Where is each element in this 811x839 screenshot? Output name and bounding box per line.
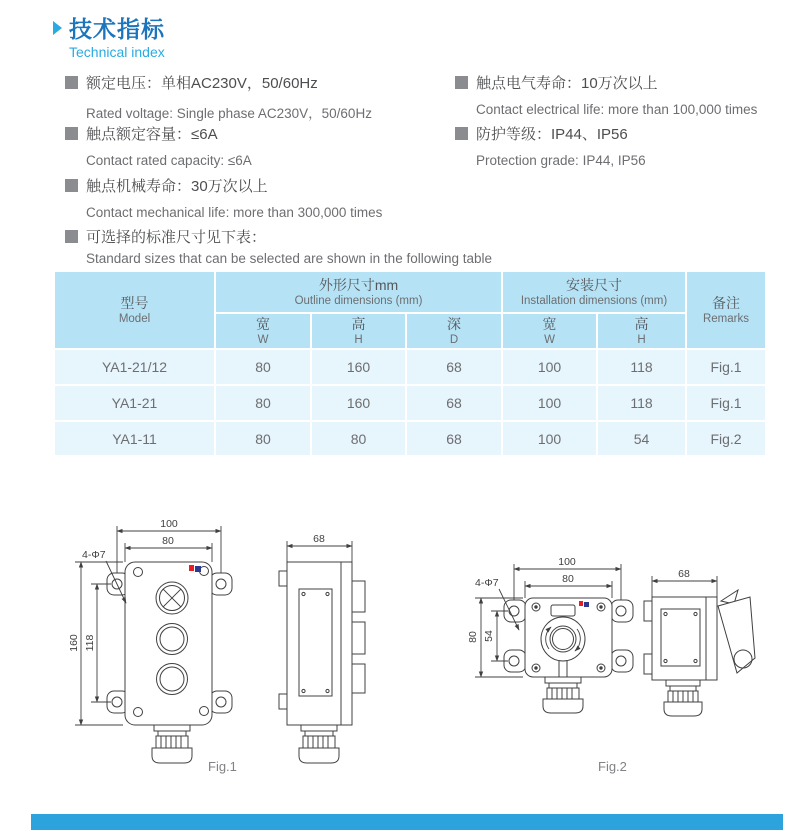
dim-label: 100 bbox=[558, 556, 576, 568]
cell-model: YA1-21 bbox=[55, 386, 214, 420]
cell-w: 80 bbox=[216, 422, 310, 455]
spec-en-text: Protection grade: IP44, IP56 bbox=[476, 153, 646, 168]
dim-label: 68 bbox=[678, 568, 690, 580]
cell-remark: Fig.1 bbox=[687, 350, 765, 384]
spec-cn-text: 触点电气寿命：10万次以上 bbox=[476, 75, 658, 92]
spec-en-text: Contact electrical life: more than 100,000 times bbox=[476, 102, 758, 117]
cell-d: 68 bbox=[407, 386, 501, 420]
dim-label-holes: 4-Φ7 bbox=[475, 577, 499, 589]
cell-iw: 100 bbox=[503, 386, 596, 420]
fig1-side-cable-gland bbox=[299, 725, 339, 763]
note-en-text: Standard sizes that can be selected are shown in the following table bbox=[86, 251, 493, 266]
dim-label-holes: 4-Φ7 bbox=[82, 549, 106, 561]
fig2-caption: Fig.2 bbox=[598, 759, 627, 774]
footer-accent-bar bbox=[31, 814, 783, 830]
dim-label: 80 bbox=[162, 535, 174, 547]
spec-en-text: Contact mechanical life: more than 300,000 times bbox=[86, 205, 383, 220]
col-group-installation-dimensions: 安装尺寸 Installation dimensions (mm) bbox=[503, 272, 685, 312]
spec-rated-voltage bbox=[65, 72, 372, 122]
col-header-install-width: 宽 W bbox=[503, 314, 596, 348]
section-arrow-icon bbox=[53, 21, 62, 35]
col-header-width: 宽 W bbox=[216, 314, 310, 348]
cell-remark: Fig.1 bbox=[687, 386, 765, 420]
spec-contact-capacity bbox=[65, 123, 252, 168]
fig1-caption: Fig.1 bbox=[208, 759, 237, 774]
cell-w: 80 bbox=[216, 386, 310, 420]
cell-ih: 118 bbox=[598, 386, 685, 420]
spec-cn-text: 额定电压：单相AC230V，50/60Hz bbox=[86, 75, 318, 92]
cell-remark: Fig.2 bbox=[687, 422, 765, 455]
fig1-drawing bbox=[60, 505, 400, 780]
cell-iw: 100 bbox=[503, 422, 596, 455]
square-bullet-icon bbox=[455, 76, 468, 89]
col-header-height: 高 H bbox=[312, 314, 405, 348]
cell-w: 80 bbox=[216, 350, 310, 384]
square-bullet-icon bbox=[65, 127, 78, 140]
square-bullet-icon bbox=[65, 230, 78, 243]
dim-label: 80 bbox=[562, 573, 574, 585]
dim-label: 118 bbox=[84, 634, 96, 652]
dim-label: 54 bbox=[483, 630, 495, 642]
col-header-install-height: 高 H bbox=[598, 314, 685, 348]
sizes-table bbox=[55, 272, 765, 455]
fig2-cable-gland bbox=[543, 677, 583, 713]
col-header-model: 型号 Model bbox=[55, 272, 214, 348]
dim-label: 160 bbox=[68, 634, 80, 652]
spec-table-note bbox=[65, 226, 492, 266]
dim-label: 80 bbox=[467, 631, 479, 643]
square-bullet-icon bbox=[455, 127, 468, 140]
brand-logo-icon bbox=[189, 565, 201, 572]
spec-electrical-life bbox=[455, 72, 757, 117]
fig2-side-view bbox=[644, 568, 755, 716]
cell-model: YA1-21/12 bbox=[55, 350, 214, 384]
cell-h: 80 bbox=[312, 422, 405, 455]
spec-protection-grade bbox=[455, 123, 646, 168]
fig1-side-view bbox=[279, 533, 365, 763]
cell-h: 160 bbox=[312, 386, 405, 420]
spec-cn-text: 防护等级：IP44、IP56 bbox=[476, 126, 628, 143]
cell-d: 68 bbox=[407, 350, 501, 384]
square-bullet-icon bbox=[65, 179, 78, 192]
spec-cn-text: 触点机械寿命：30万次以上 bbox=[86, 178, 268, 195]
square-bullet-icon bbox=[65, 76, 78, 89]
note-cn-text: 可选择的标准尺寸见下表： bbox=[86, 229, 267, 246]
spec-mechanical-life bbox=[65, 175, 382, 220]
col-header-remarks: 备注 Remarks bbox=[687, 272, 765, 348]
cell-ih: 118 bbox=[598, 350, 685, 384]
col-header-depth: 深 D bbox=[407, 314, 501, 348]
cell-iw: 100 bbox=[503, 350, 596, 384]
cell-h: 160 bbox=[312, 350, 405, 384]
dim-label: 68 bbox=[313, 533, 325, 545]
col-group-outline-dimensions: 外形尺寸mm Outline dimensions (mm) bbox=[216, 272, 501, 312]
page-title: 技术指标 bbox=[69, 16, 165, 42]
page-subtitle: Technical index bbox=[69, 44, 165, 60]
cell-d: 68 bbox=[407, 422, 501, 455]
dim-label: 100 bbox=[160, 518, 178, 530]
fig1-cable-gland bbox=[152, 725, 192, 763]
fig2-drawing bbox=[455, 540, 775, 780]
spec-en-text: Contact rated capacity: ≤6A bbox=[86, 153, 252, 168]
cell-ih: 54 bbox=[598, 422, 685, 455]
spec-en-text: Rated voltage: Single phase AC230V，50/60Hz bbox=[86, 106, 372, 121]
fig2-side-cable-gland bbox=[664, 680, 702, 716]
cell-model: YA1-11 bbox=[55, 422, 214, 455]
spec-cn-text: 触点额定容量：≤6A bbox=[86, 126, 218, 143]
